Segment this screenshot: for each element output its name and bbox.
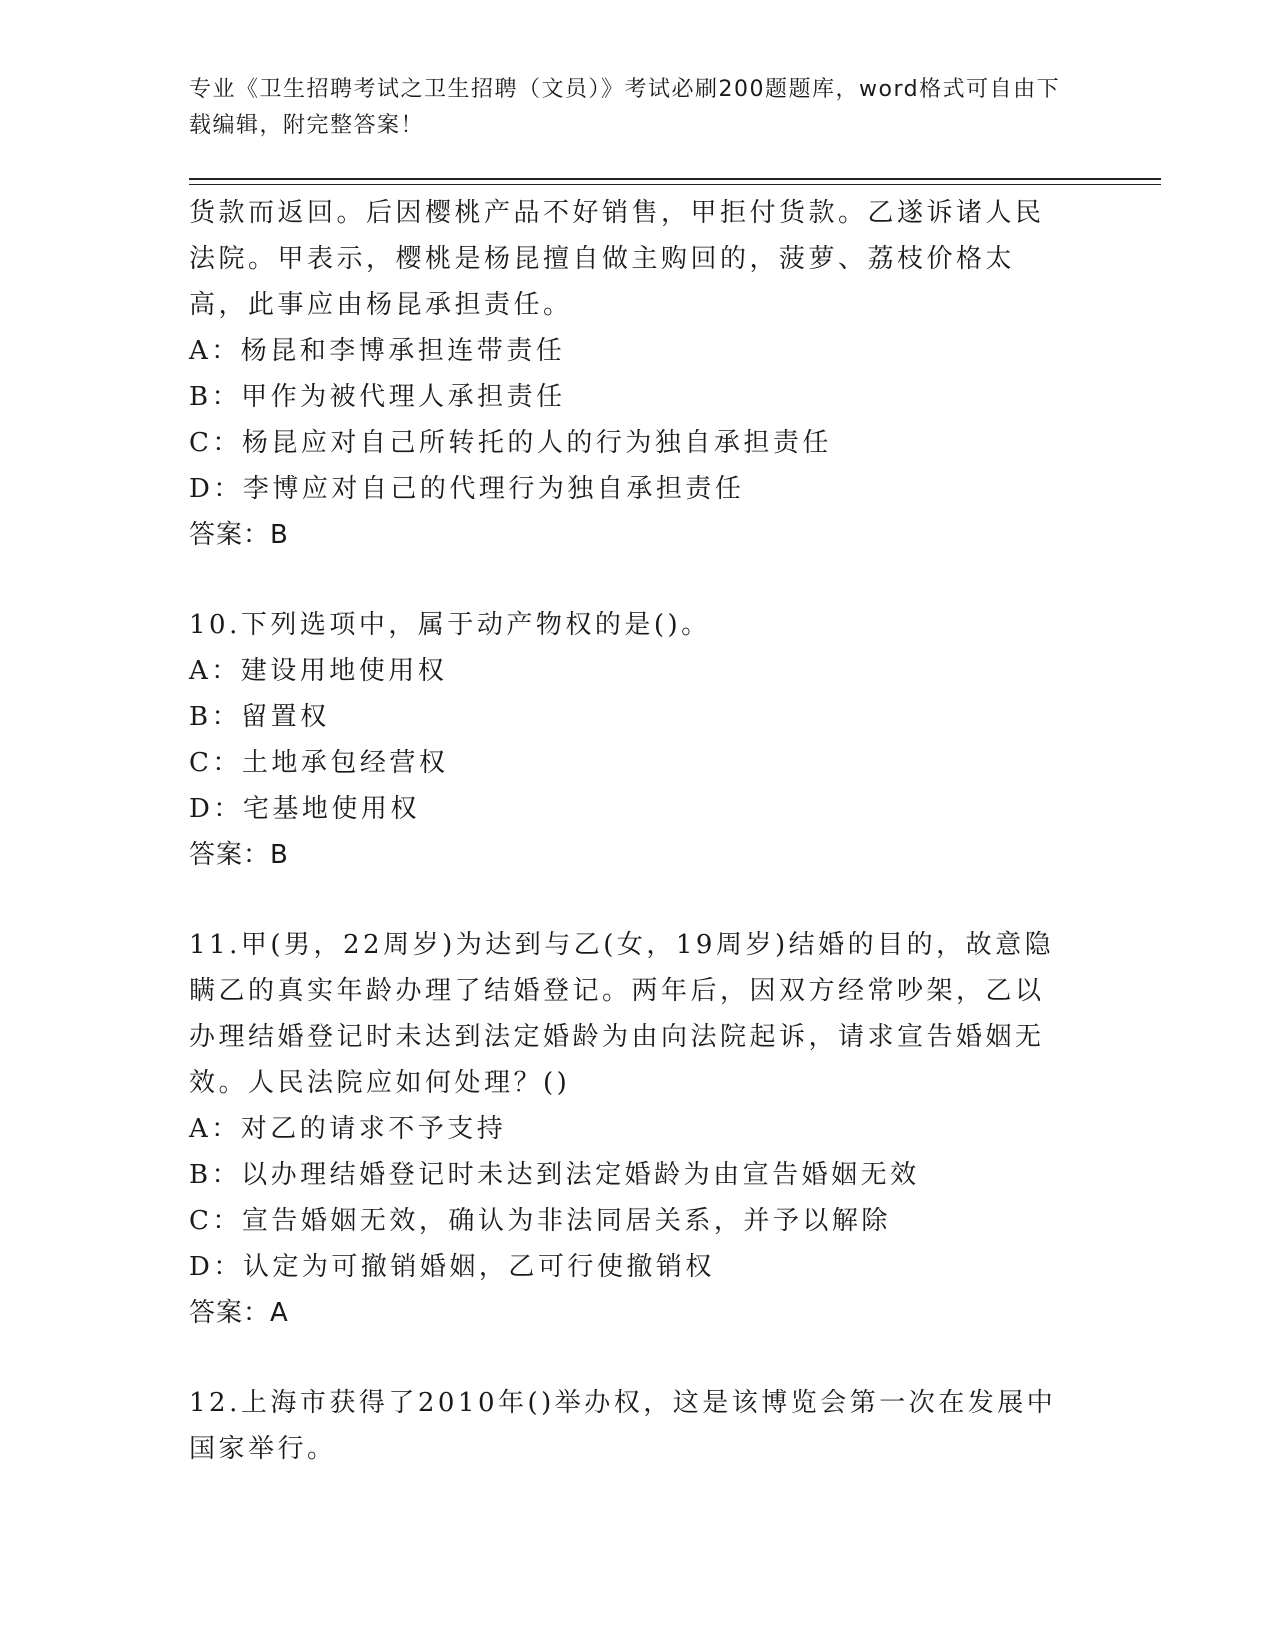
question-stem: 12.上海市获得了2010年()举办权，这是该博览会第一次在发展中国家举行。 — [189, 1388, 1057, 1464]
option-d: D：宅基地使用权 — [189, 794, 420, 824]
option-a: A：对乙的请求不予支持 — [189, 1114, 507, 1144]
question-stem: 11.甲(男，22周岁)为达到与乙(女，19周岁)结婚的目的，故意隐瞒乙的真实年龄办理了结婚登记。两年后，因双方经常吵架，乙以办理结婚登记时未达到法定婚龄为由向法院起诉，请求宣告婚姻无效。人民法院应如何处理？() — [189, 930, 1055, 1098]
header-rule-thin — [189, 184, 1161, 185]
option-d: D：认定为可撤销婚姻，乙可行使撤销权 — [189, 1252, 715, 1282]
question-11 — [189, 922, 1069, 1336]
document-header — [189, 72, 1069, 144]
option-b: B：甲作为被代理人承担责任 — [189, 382, 566, 412]
question-9 — [189, 190, 1069, 558]
option-b: B：以办理结婚登记时未达到法定婚龄为由宣告婚姻无效 — [189, 1160, 920, 1190]
document-body — [189, 190, 1069, 1472]
option-a: A：杨昆和李博承担连带责任 — [189, 336, 566, 366]
option-c: C：土地承包经营权 — [189, 748, 449, 778]
question-stem: 10.下列选项中，属于动产物权的是()。 — [189, 610, 711, 640]
option-c: C：宣告婚姻无效，确认为非法同居关系，并予以解除 — [189, 1206, 891, 1236]
option-d: D：李博应对自己的代理行为独自承担责任 — [189, 474, 745, 504]
option-c: C：杨昆应对自己所转托的人的行为独自承担责任 — [189, 428, 832, 458]
question-10 — [189, 602, 1069, 878]
spacer — [189, 878, 1069, 922]
answer: 答案：B — [189, 840, 289, 870]
question-stem: 货款而返回。后因樱桃产品不好销售，甲拒付货款。乙遂诉诸人民法院。甲表示，樱桃是杨昆擅自做主购回的，菠萝、荔枝价格太高，此事应由杨昆承担责任。 — [189, 198, 1045, 320]
header-title: 专业《卫生招聘考试之卫生招聘（文员）》考试必刷200题题库，word格式可自由下载编辑，附完整答案！ — [189, 77, 1061, 138]
question-12 — [189, 1380, 1069, 1472]
answer: 答案：A — [189, 1298, 289, 1328]
header-rule-thick — [189, 178, 1161, 180]
answer: 答案：B — [189, 520, 289, 550]
spacer — [189, 558, 1069, 602]
option-b: B：留置权 — [189, 702, 330, 732]
spacer — [189, 1336, 1069, 1380]
option-a: A：建设用地使用权 — [189, 656, 448, 686]
